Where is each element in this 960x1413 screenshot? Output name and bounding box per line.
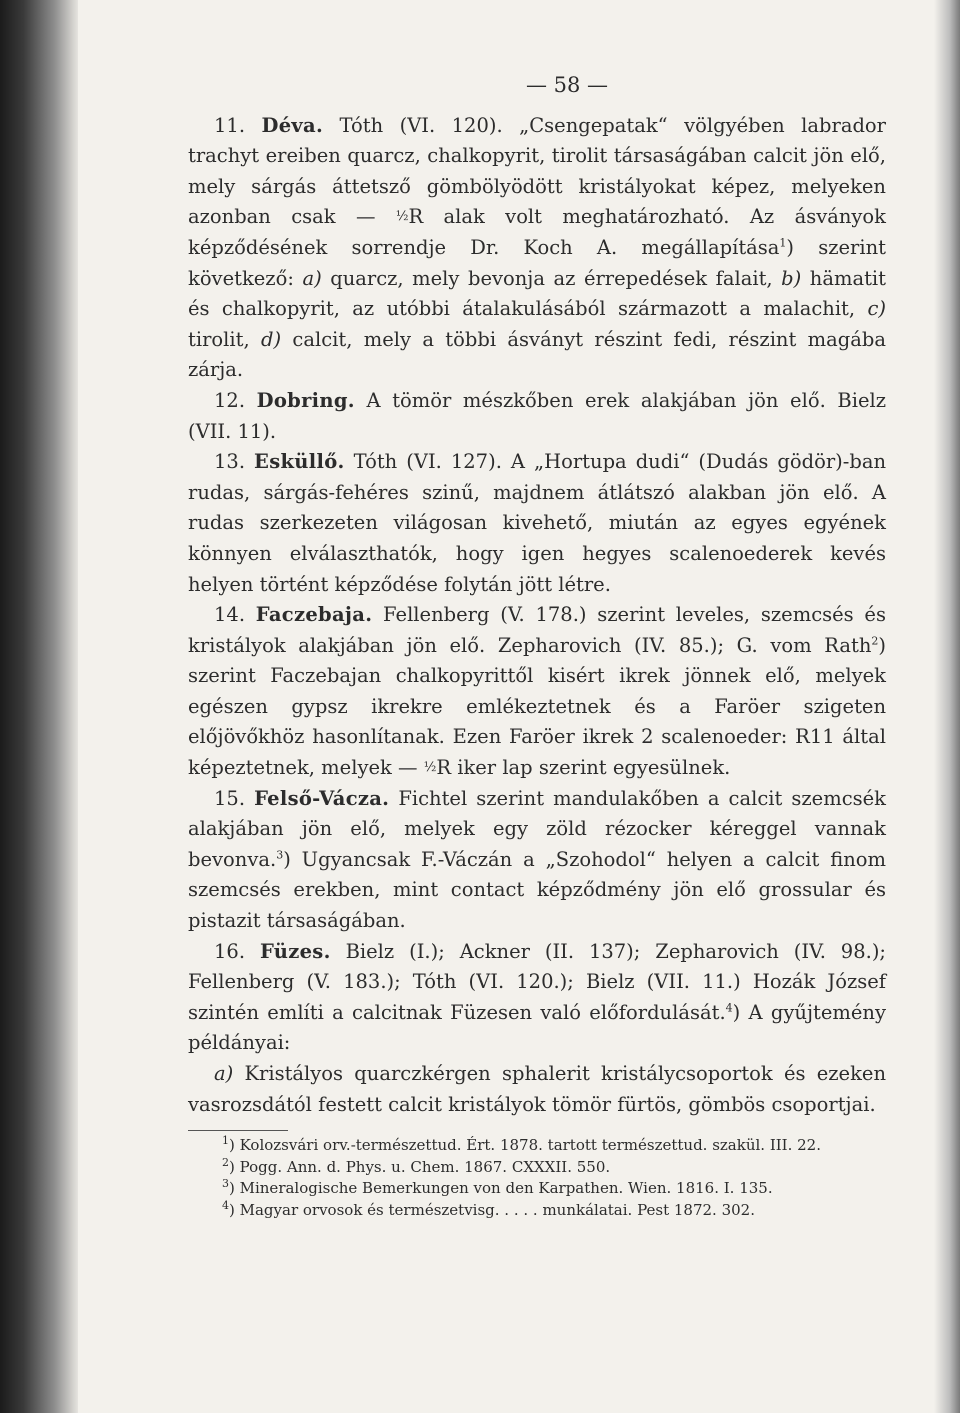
binding-shadow xyxy=(0,0,78,1413)
document-page xyxy=(188,70,886,1221)
entry-heading: Dobring. xyxy=(256,388,355,412)
footnote-2: $^2$) Pogg. Ann. d. Phys. u. Chem. 1867. CXXXII. 550. xyxy=(222,1155,611,1176)
entry-heading: Felső-Vácza. xyxy=(254,786,390,810)
entry-heading: Esküllő. xyxy=(254,450,345,474)
footnote-ref: 2 xyxy=(871,634,879,648)
entry-12: 12. Dobring. A tömör mészkőben erek alakjában jön elő. Bielz (VII. 11). xyxy=(188,388,886,443)
footnote-divider xyxy=(188,1130,288,1131)
entry-15: 15. Felső-Vácza. Fichtel szerint mandulakőben a calcit szemcsék alakjában jön elő, melyek egy zöld rézocker kéreggel vannak bevonva.$^3$) Ugyancsak F.-Váczán a „Szohodol“ helyen a calcit finom szemcsés erekben, mint contact képződmény jön elő grossular és pistazit társaságában. xyxy=(188,786,886,933)
footnote-3: $^3$) Mineralogische Bemerkungen von den Karpathen. Wien. 1816. I. 135. xyxy=(222,1177,773,1198)
footnote-ref: 1 xyxy=(779,236,787,250)
footnote-1: $^1$) Kolozsvári orv.-természettud. Ért. 1878. tartott természettud. szakül. III. 22. xyxy=(222,1134,821,1155)
entry-heading: Déva. xyxy=(261,113,324,137)
page-number: — 58 — xyxy=(525,73,609,97)
footnote-4: $^4$) Magyar orvosok és természetvisg. . . . . munkálatai. Pest 1872. 302. xyxy=(222,1198,755,1219)
footnote-ref: 4 xyxy=(725,1001,733,1015)
footnotes xyxy=(188,1135,886,1221)
entry-14: 14. Faczebaja. Fellenberg (V. 178.) szerint leveles, szemcsés és kristályok alakjában jön elő. Zepharovich (IV. 85.); G. vom Rath$^2$) szerint Faczebajan chalkopyrittől kisért ikrek jönnek elő, melyek egészen gypsz ikrekre emlékeztetnek és a Faröer szigeten előjövőkhöz hasonlítanak. Ezen Faröer ikrek 2 scalenoeder: R11 által képeztetnek, melyek — ½R iker lap szerint egyesülnek. xyxy=(188,603,886,780)
entry-16: 16. Füzes. Bielz (I.); Ackner (II. 137); Zepharovich (IV. 98.); Fellenberg (V. 183.); Tóth (VI. 120.); Bielz (VII. 11.) Hozák József szintén említi a calcitnak Füzesen való előfordulását.$^4$) A gyűjtemény példányai: xyxy=(188,939,887,1055)
entry-11: 11. Déva. Tóth (VI. 120). „Csengepatak“ völgyében labrador trachyt ereiben quarcz, chalkopyrit, tirolit társaságában calcit jön elő, mely sárgás áttetsző gömbölyödött kristályokat képez, melyeken azonban csak — ½R alak volt meghatározható. Az ásványok képződésének sorrendje Dr. Koch A. megállapítása$^1$) szerint következő: a) quarcz, mely bevonja az érrepedések falait, b) hämatit és chalkopyrit, az utóbbi átalakulásából származott a malachit, c) tirolit, d) calcit, mely a többi ásványt részint fedi, részint magába zárja. xyxy=(188,113,886,382)
entry-heading: Füzes. xyxy=(259,939,331,963)
entry-13: 13. Esküllő. Tóth (VI. 127). A „Hortupa dudi“ (Dudás gödör)-ban rudas, sárgás-fehéres szinű, majdnem átlátszó alakban jön elő. A rudas szerkezeten világosan kivehető, miután az egyes egyének könnyen elválaszthatók, hogy igen hegyes scalenoederek kevés helyen történt képződése folytán jött létre. xyxy=(188,450,886,596)
page-edge-shadow xyxy=(934,0,960,1413)
entry-16-item-a: a) Kristályos quarczkérgen sphalerit kristálycsoportok és ezeken vasrozsdától festett calcit kristályok tömör fürtös, gömbös csoportjai. xyxy=(188,1062,886,1116)
footnote-ref: 3 xyxy=(276,848,284,862)
entry-heading: Faczebaja. xyxy=(255,603,373,627)
